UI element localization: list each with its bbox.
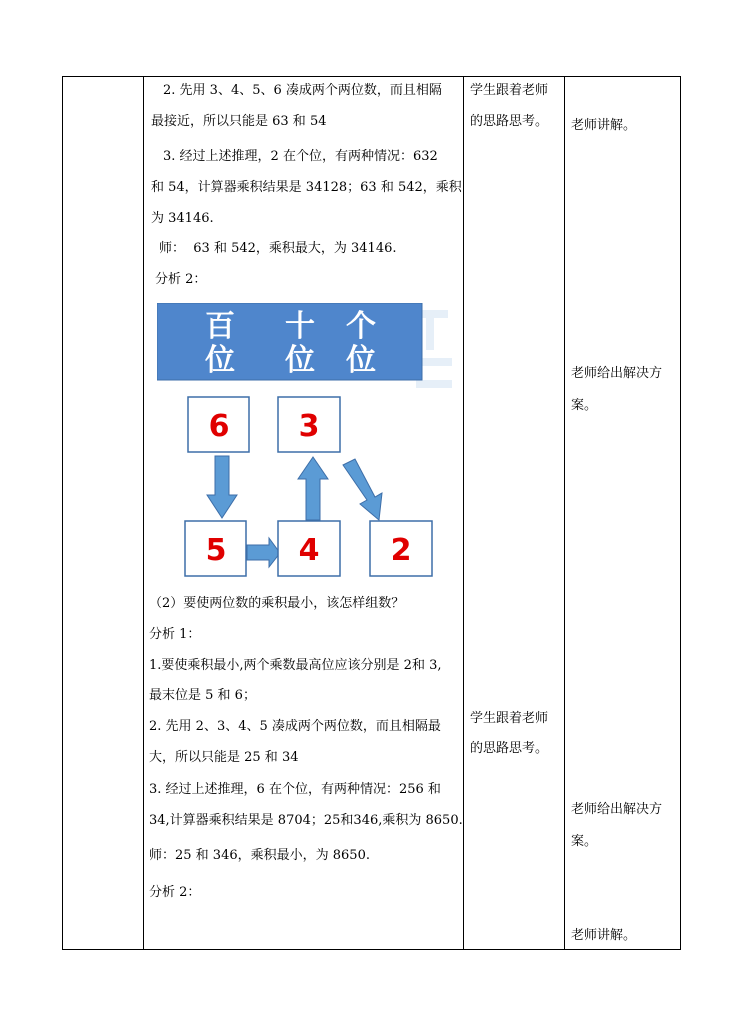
text-line: 大，所以只能是 25 和 34 [149,750,299,765]
student-activity: 的思路思考。 [470,114,549,129]
place-label: 位 [205,343,235,378]
hundreds-label: 百 [205,309,235,344]
down-arrow [207,456,237,518]
column-divider [564,77,565,949]
digit-2: 2 [390,533,412,568]
text-line: 最末位是 5 和 6； [149,688,256,703]
tens-label: 十 [285,309,315,344]
question-line: （2）要使两位数的乘积最小，该怎样组数？ [149,596,405,611]
place-value-diagram [157,303,437,578]
right-arrow [247,538,280,567]
text-line: 3. 经过上述推理，2 在个位，有两种情况：632 [163,149,438,164]
column-divider [143,77,144,949]
digit-6: 6 [208,409,230,444]
text-line: 为 34146. [151,211,214,226]
student-activity: 学生跟着老师 [470,711,549,726]
teacher-activity: 老师给出解决方 [571,802,663,817]
text-line: 最接近，所以只能是 63 和 54 [151,114,327,129]
text-line: 和 54，计算器乘积结果是 34128；63 和 542，乘积 [151,180,462,195]
digit-4: 4 [298,533,320,568]
teacher-activity: 案。 [571,834,598,849]
teacher-activity: 案。 [571,398,598,413]
text-line: 34,计算器乘积结果是 8704；25和346,乘积为 8650. [149,813,463,828]
place-label: 位 [346,343,376,378]
text-line: 2. 先用 2、3、4、5 凑成两个两位数，而且相隔最 [149,719,441,734]
teacher-activity: 老师讲解。 [571,928,637,943]
diagonal-arrow [343,459,382,520]
teacher-line: 师：25 和 346，乘积最小，为 8650. [149,848,370,863]
analysis-heading: 分析 2： [155,272,207,287]
up-arrow [298,457,328,520]
analysis-heading: 分析 2： [149,885,201,900]
analysis-heading: 分析 1： [149,627,201,642]
text-line: 2. 先用 3、4、5、6 凑成两个两位数，而且相隔 [163,83,442,98]
student-activity: 的思路思考。 [470,741,549,756]
teacher-activity: 老师给出解决方 [571,366,663,381]
digit-3: 3 [298,409,320,444]
ones-label: 个 [346,309,376,344]
teacher-line: 师： 63 和 542，乘积最大，为 34146. [159,241,397,256]
text-line: 1.要使乘积最小,两个乘数最高位应该分别是 2和 3, [149,658,442,673]
digit-5: 5 [205,533,227,568]
text-line: 3. 经过上述推理，6 在个位，有两种情况：256 和 [149,782,441,797]
student-activity: 学生跟着老师 [470,83,549,98]
column-divider [463,77,464,949]
teacher-activity: 老师讲解。 [571,118,637,133]
place-label: 位 [285,343,315,378]
